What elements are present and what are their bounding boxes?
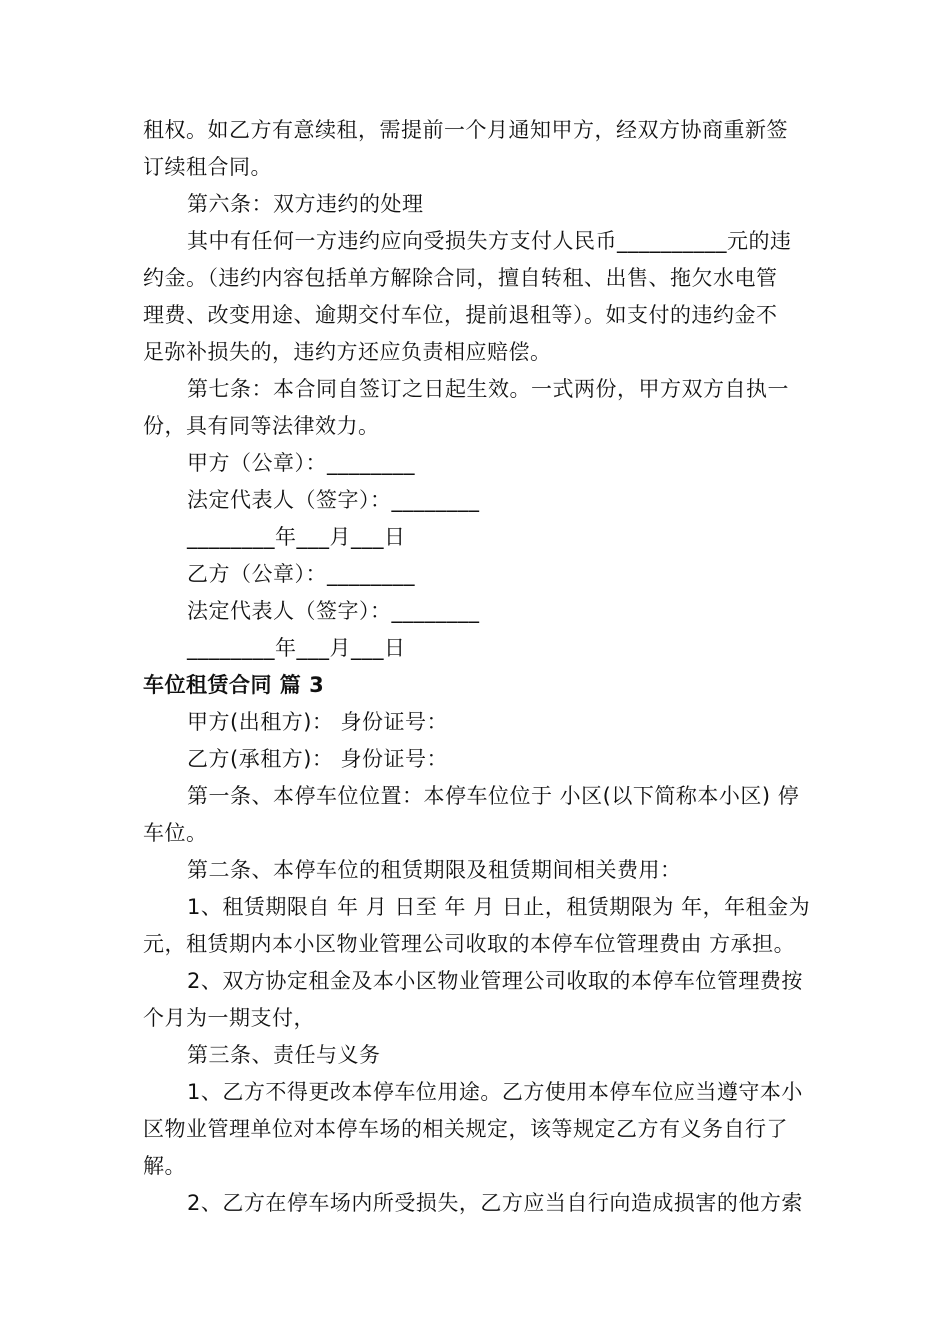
text-line: 足弥补损失的，违约方还应负责相应赔偿。: [143, 340, 552, 364]
party-a-date: ________年___月___日: [187, 525, 406, 549]
party-a-lessor: 甲方(出租方)： 身份证号：: [187, 710, 449, 734]
party-b-lessee: 乙方(承租方)： 身份证号：: [187, 747, 449, 771]
clause-3-2: 2、乙方在停车场内所受损失，乙方应当自行向造成损害的他方索: [187, 1191, 803, 1215]
text-line: 区物业管理单位对本停车场的相关规定，该等规定乙方有义务自行了: [143, 1117, 788, 1141]
text-line: 解。: [143, 1154, 186, 1178]
article-3-title: 第三条、责任与义务: [187, 1043, 381, 1067]
clause-2-2: 2、双方协定租金及本小区物业管理公司收取的本停车位管理费按: [187, 969, 803, 993]
clause-2-1: 1、租赁期限自 年 月 日至 年 月 日止，租赁期限为 年，年租金为: [187, 895, 811, 919]
article-2-title: 第二条、本停车位的租赁期限及租赁期间相关费用：: [187, 858, 682, 882]
text-line: 份，具有同等法律效力。: [143, 414, 380, 438]
text-line: 车位。: [143, 821, 208, 845]
text-line: 理费、改变用途、逾期交付车位，提前退租等）。如支付的违约金不: [143, 303, 778, 327]
party-a-seal: 甲方（公章）：________: [187, 451, 415, 475]
clause-3-1: 1、乙方不得更改本停车位用途。乙方使用本停车位应当遵守本小: [187, 1080, 803, 1104]
text-line: 个月为一期支付，: [143, 1006, 315, 1030]
party-b-seal: 乙方（公章）：________: [187, 562, 415, 586]
text-line: 约金。（违约内容包括单方解除合同，擅自转租、出售、拖欠水电管: [143, 266, 778, 290]
text-line: 其中有任何一方违约应向受损失方支付人民币__________元的违: [187, 229, 792, 253]
text-line: 元，租赁期内本小区物业管理公司收取的本停车位管理费由 方承担。: [143, 932, 796, 956]
party-b-representative: 法定代表人（签字）：________: [187, 599, 480, 623]
text-line: 租权。如乙方有意续租，需提前一个月通知甲方，经双方协商重新签: [143, 118, 788, 142]
party-b-date: ________年___月___日: [187, 636, 406, 660]
party-a-representative: 法定代表人（签字）：________: [187, 488, 480, 512]
section-heading: 车位租赁合同 篇 3: [143, 673, 325, 697]
article-7-text: 第七条：本合同自签订之日起生效。一式两份，甲方双方自执一: [187, 377, 789, 401]
article-1-text: 第一条、本停车位位置：本停车位位于 小区(以下简称本小区) 停: [187, 784, 800, 808]
article-6-title: 第六条：双方违约的处理: [187, 192, 424, 216]
text-line: 订续租合同。: [143, 155, 272, 179]
